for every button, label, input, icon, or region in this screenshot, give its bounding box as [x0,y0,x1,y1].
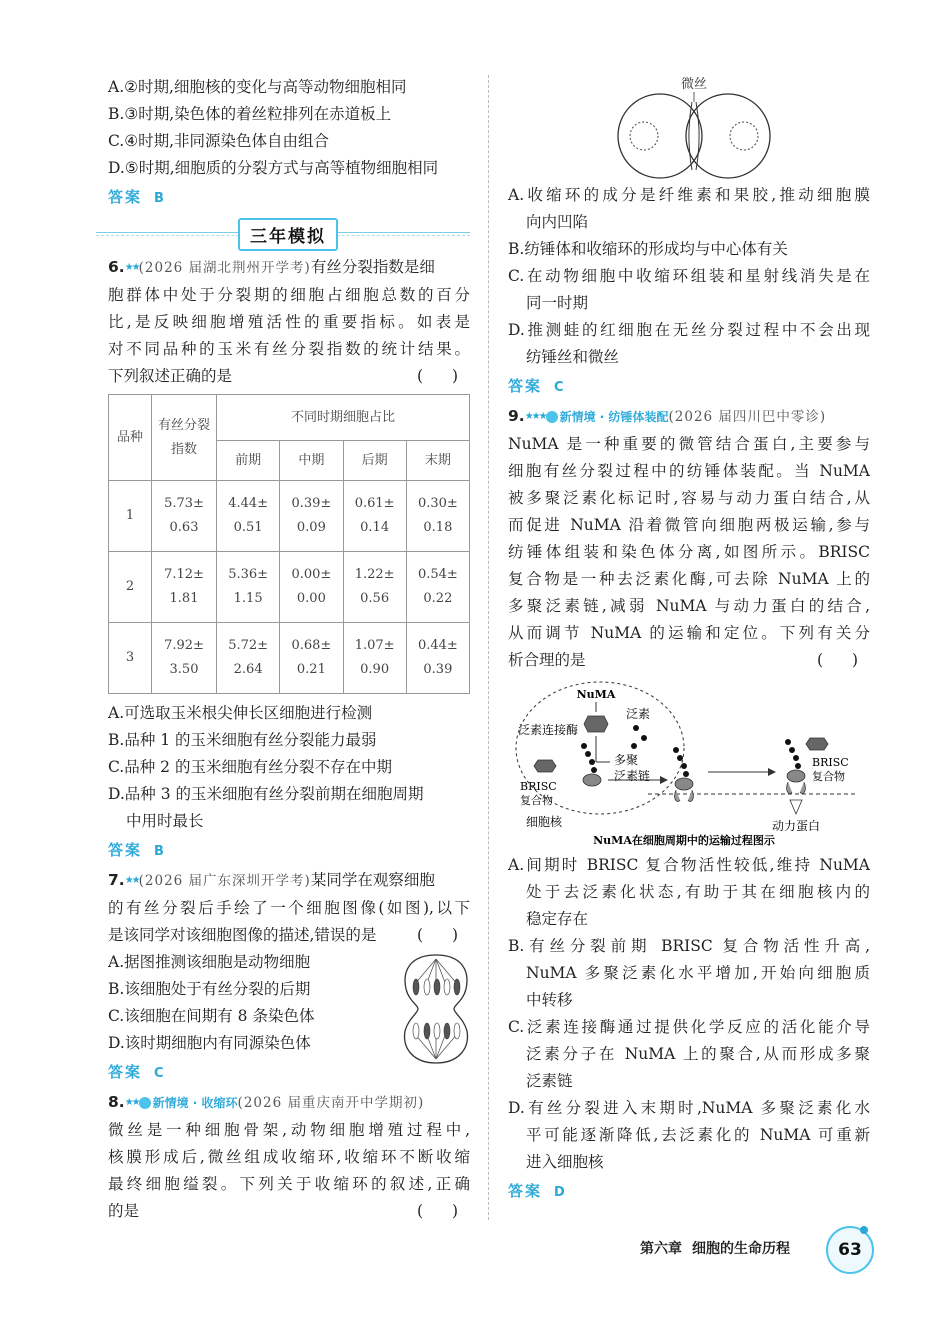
dynein-label: 动力蛋白 [772,819,821,833]
table-header-phase: 前期 [217,441,280,481]
header-line: 有丝分裂 [157,417,210,433]
q9-first-line [508,403,870,431]
table-cell [217,481,280,552]
cell-line: 0.56 [360,591,390,606]
table-cell: 3 [109,623,152,694]
option-text: B.纺锤体和收缩环的形成均与中心体有关 [508,240,788,258]
question-number: 9. [508,407,525,425]
cell-line: 0.90 [360,662,390,677]
table-header-phase: 后期 [343,441,406,481]
cell-line: 0.63 [169,520,199,535]
option-continuation: 泛素链 [526,1072,573,1090]
dividing-cell-diagram [508,74,870,182]
q6-option-b [108,727,470,754]
option-text: D.品种 3 的玉米细胞有丝分裂前期在细胞周期 [108,785,424,803]
answer-paren: ( ) [816,651,870,669]
q6-line-5-wrap [108,363,470,390]
answer-value: B [154,191,166,206]
option-continuation: 纺锤丝和微丝 [526,348,620,366]
table-cell [280,552,343,623]
question-source: (2026 届广东深圳开学考) [138,873,311,889]
answer-paren: ( ) [416,367,470,385]
q8-first-line [108,1089,470,1117]
q9-line-6: 复合物是一种去泛素化酶,可去除 NuMA 上的 [508,570,870,588]
answer-label: 答案 [108,1063,143,1081]
ligase-label: 泛素连接酶 [518,723,579,737]
answer-label: 答案 [108,841,143,859]
chapter-number: 第六章 [640,1241,682,1257]
numa-transport-figure [508,676,870,848]
q9-line-4: 而促进 NuMA 沿着微管向细胞两极运输,参与 [508,516,870,534]
context-tag [139,1096,238,1110]
q9-line-8: 从而调节 NuMA 的运输和定位。下列有关分 [508,624,870,642]
q6-line-4: 对不同品种的玉米有丝分裂指数的统计结果。 [108,340,470,358]
cell-line: 0.21 [296,662,326,677]
cell-line: 0.44± [417,638,458,653]
q6-answer [108,835,470,867]
q9-option-d [508,1095,870,1176]
cell-line: 1.22± [354,567,395,582]
dynein-shape [790,800,802,814]
option-text: C.品种 2 的玉米细胞有丝分裂不存在中期 [108,758,392,776]
table-row [109,481,470,552]
brisc-shape [534,760,556,772]
cell-line: 0.39 [423,662,453,677]
ligase-shape [584,716,608,732]
answer-value: C [554,380,566,395]
q7-option-c: C.该细胞在间期有 8 条染色体 [108,1007,315,1025]
option-continuation: 进入细胞核 [526,1153,604,1171]
arrow-head [660,776,668,784]
brisc-left-label-1: BRISC [520,780,557,793]
mitotic-index-table [108,394,470,694]
table-cell [343,481,406,552]
question-source: (2026 届四川巴中零诊) [668,409,827,425]
q8-option-a [508,182,870,236]
ubiquitin-dot [631,743,637,749]
polyub-label-2: 泛素链 [614,769,651,783]
q6-line-5: 下列叙述正确的是 [108,367,233,385]
option-text: A.可选取玉米根尖伸长区细胞进行检测 [108,704,373,722]
q9-option-a [508,852,870,933]
option-text: A.间期时 BRISC 复合物活性较低,维持 NuMA [508,856,870,874]
option-text: C.在动物细胞中收缩环组装和星射线消失是在 [508,267,870,285]
question-6 [108,254,470,867]
q5-option-c: C.④时期,非同源染色体自由组合 [108,132,330,150]
table-cell [280,623,343,694]
q8-line-2: 核膜形成后,微丝组成收缩环,收缩环不断收缩 [108,1148,470,1166]
q5-option-a: A.②时期,细胞核的变化与高等动物细胞相同 [108,78,407,96]
table-row [109,552,470,623]
answer-value: D [554,1185,567,1200]
cell-line: 0.61± [354,496,395,511]
cell-line: 0.00± [291,567,332,582]
cell-line: 1.07± [354,638,395,653]
context-tag-icon [139,1097,151,1109]
cell-line: 0.00 [296,591,326,606]
q9-option-c [508,1014,870,1095]
option-continuation: 平可能逐渐降低,去泛素化的 NuMA 可重新 [526,1126,870,1144]
table-cell [217,623,280,694]
question-source: (2026 届重庆南开中学期初) [237,1095,425,1111]
page-number-dot-icon [860,1226,868,1234]
left-column [108,72,470,1225]
table-cell [217,552,280,623]
cell-line: 0.30± [417,496,458,511]
option-continuation: 中转移 [526,991,573,1009]
cell-line: 7.92± [164,638,204,653]
q7-option-d: D.该时期细胞内有同源染色体 [108,1034,311,1052]
header-line: 指数 [170,441,197,457]
option-text: A.收缩环的成分是纤维素和果胶,推动细胞膜 [508,186,870,204]
cell-line: 0.14 [360,520,390,535]
cell-line: 0.09 [296,520,326,535]
q7-line-1: 某同学在观察细胞 [310,871,435,889]
table-cell [280,481,343,552]
table-cell: 1 [109,481,152,552]
cell-line: 2.64 [233,662,263,677]
cell-line: 0.51 [233,520,263,535]
q9-line-5: 纺锤体组装和染色体分离,如图所示。BRISC [508,543,870,561]
q7-option-a: A.据图推测该细胞是动物细胞 [108,953,311,971]
cell-line: 4.44± [228,496,269,511]
page-number: 63 [826,1226,874,1274]
answer-value: C [154,1066,166,1081]
option-continuation: 稳定存在 [526,910,589,928]
q7-first-line [108,867,470,895]
q9-line-9-wrap [508,647,870,674]
question-number: 8. [108,1093,125,1111]
difficulty-stars: ★★ [124,1097,139,1108]
section-header [108,216,470,250]
option-text: D.有丝分裂进入末期时,NuMA 多聚泛素化水 [508,1099,870,1117]
context-tag [546,410,669,424]
cell-line: 0.22 [423,591,453,606]
q6-option-a [108,700,470,727]
cell-line: 3.50 [169,662,199,677]
q9-line-1: NuMA 是一种重要的微管结合蛋白,主要参与 [508,435,870,453]
cell-line: 0.39± [291,496,332,511]
cell-line: 1.15 [233,591,263,606]
column-divider [488,75,489,1220]
q8-option-b [508,236,870,263]
option-continuation: 中用时最长 [126,812,204,830]
q6-option-d [108,781,470,835]
numa-shape [583,774,601,786]
q5-answer [108,182,470,214]
cell-line: 5.73± [164,496,204,511]
table-cell [343,552,406,623]
question-8 [108,1089,470,1225]
q9-option-b [508,933,870,1014]
numa-label: NuMA [576,688,616,701]
contractile-ring-figure [508,74,870,182]
polyub-label-1: 多聚 [614,753,639,767]
right-column [508,74,870,1208]
cell-line: 1.81 [169,591,199,606]
ubiquitin-label: 泛素 [626,707,651,721]
q6-first-line [108,254,470,282]
answer-label: 答案 [108,188,143,206]
page-footer [640,1238,800,1258]
table-header-phase: 末期 [406,441,469,481]
context-tag-icon [546,411,558,423]
q7-line-3-wrap [108,922,470,949]
cell-line: 5.72± [228,638,269,653]
answer-value: B [154,844,166,859]
q9-line-2: 细胞有丝分裂过程中的纺锤体装配。当 NuMA [508,462,870,480]
brisc-right-label-2: 复合物 [812,770,845,783]
q6-line-2: 胞群体中处于分裂期的细胞占细胞总数的百分 [108,286,470,304]
table-header-group: 不同时期细胞占比 [217,395,470,441]
difficulty-stars: ★★ [124,875,139,886]
q6-option-c [108,754,470,781]
option-text: D.推测蛙的红细胞在无丝分裂过程中不会出现 [508,321,870,339]
table-cell [406,552,469,623]
q7-line-2: 的有丝分裂后手绘了一个细胞图像(如图),以下 [108,899,470,917]
option-text: B.品种 1 的玉米细胞有丝分裂能力最弱 [108,731,377,749]
option-text: B.有丝分裂前期 BRISC 复合物活性升高, [508,937,870,955]
difficulty-stars: ★★★ [524,411,546,422]
table-cell [152,623,217,694]
q9-answer [508,1176,870,1208]
table-cell [152,481,217,552]
difficulty-stars: ★★ [124,262,139,273]
q8-option-d [508,317,870,371]
option-continuation: 同一时期 [526,294,589,312]
q8-line-4: 的是 [108,1202,140,1220]
q9-line-9: 析合理的是 [508,651,586,669]
q8-answer [508,371,870,403]
anaphase-cell-figure [400,951,472,1067]
cell-line: 0.54± [417,567,458,582]
q8-line-4-wrap [108,1198,470,1225]
question-7 [108,867,470,1089]
brisc-left-label-2: 复合物 [520,794,553,807]
figure-caption: NuMA在细胞周期中的运输过程图示 [593,834,775,847]
chapter-title: 细胞的生命历程 [692,1241,790,1257]
option-continuation: 向内凹陷 [526,213,589,231]
table-cell: 2 [109,552,152,623]
table-row [109,623,470,694]
table-header-phase: 中期 [280,441,343,481]
question-source: (2026 届湖北荆州开学考) [138,260,311,276]
answer-paren: ( ) [416,926,470,944]
option-continuation: 泛素分子在 NuMA 上的聚合,从而形成多聚 [526,1045,870,1063]
answer-paren: ( ) [416,1202,470,1220]
table-cell [343,623,406,694]
q8-line-1: 微丝是一种细胞骨架,动物细胞增殖过程中, [108,1121,470,1139]
table-cell [406,623,469,694]
answer-label: 答案 [508,377,543,395]
table-header-index [152,395,217,481]
q5-option-b: B.③时期,染色体的着丝粒排列在赤道板上 [108,105,392,123]
q9-line-3: 被多聚泛素化标记时,容易与动力蛋白结合,从 [508,489,870,507]
context-tag-text: 新情境 · 收缩环 [152,1096,238,1110]
table-cell [152,552,217,623]
q7-option-b: B.该细胞处于有丝分裂的后期 [108,980,311,998]
option-continuation: 处于去泛素化状态,有助于其在细胞核内的 [526,883,870,901]
table-header-variety: 品种 [109,395,152,481]
table-cell [406,481,469,552]
ubiquitin-dot [641,735,647,741]
q5-option-d: D.⑤时期,细胞质的分裂方式与高等植物细胞相同 [108,159,439,177]
question-number: 7. [108,871,125,889]
section-title: 三年模拟 [238,218,338,251]
q6-line-1: 有丝分裂指数是细 [310,258,435,276]
q7-line-3: 是该同学对该细胞图像的描述,错误的是 [108,926,377,944]
q6-line-3: 比,是反映细胞增殖活性的重要指标。如表是 [108,313,470,331]
question-9 [508,403,870,1208]
option-text: C.泛素连接酶通过提供化学反应的活化能介导 [508,1018,870,1036]
cell-line: 0.18 [423,520,453,535]
cell-line: 0.68± [291,638,332,653]
context-tag-text: 新情境 · 纺锤体装配 [559,410,669,424]
q8-option-c [508,263,870,317]
nucleus-label: 细胞核 [526,815,563,829]
cell-line: 5.36± [228,567,269,582]
option-continuation: NuMA 多聚泛素化水平增加,开始向细胞质 [526,964,870,982]
brisc-right-label-1: BRISC [812,756,849,769]
q8-line-3: 最终细胞缢裂。下列关于收缩环的叙述,正确 [108,1175,470,1193]
answer-label: 答案 [508,1182,543,1200]
ubiquitin-dot [633,725,639,731]
microfilament-label: 微丝 [680,77,708,92]
question-number: 6. [108,258,125,276]
cell-line: 7.12± [164,567,204,582]
q9-line-7: 多聚泛素链,减弱 NuMA 与动力蛋白的结合, [508,597,870,615]
q5-options [108,74,470,182]
